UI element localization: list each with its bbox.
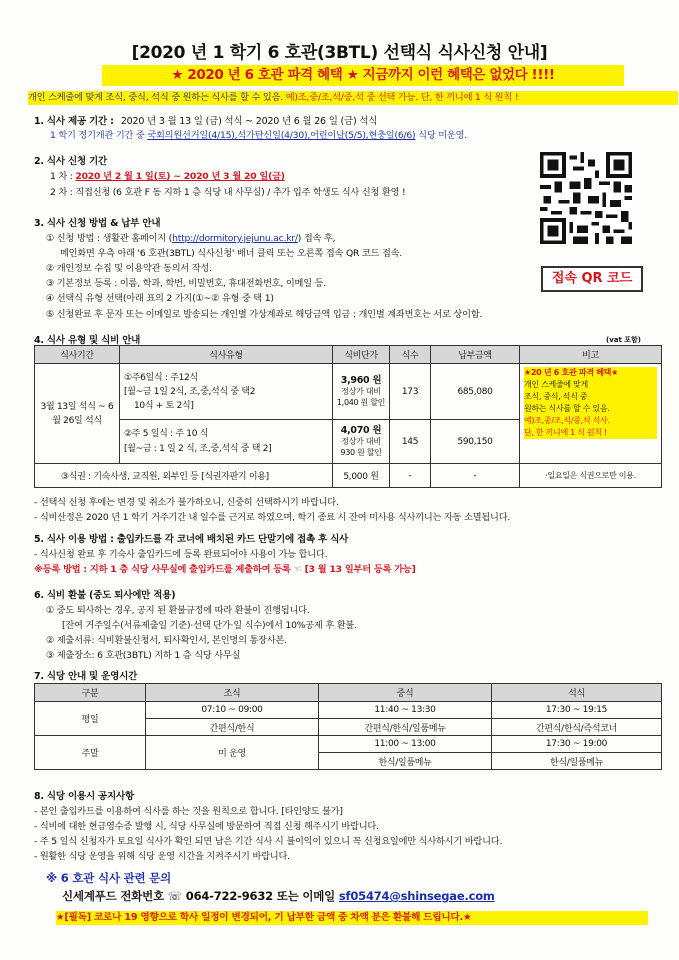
price-6day-amount: 3,960 원 [340,375,382,386]
refund-place: ③ 제출장소: 6 호관(3BTL) 지하 1 층 식당 사무실 [46,650,241,661]
rule-own-card: - 본인 출입카드를 이용하여 식사를 하는 것을 원칙으로 합니다. [타인양도 불가] [34,806,343,817]
contact-heading: ※ 6 호관 식사 관련 문의 [46,871,172,885]
hours-table [34,683,662,770]
meal-period: 3월 13일 석식 ~ 6월 26일 석식 [35,364,120,464]
weekend-breakfast: 미 운영 [146,736,319,770]
section-1-title: 1. 식사 제공 기간 : [34,116,114,127]
th-note: 비고 [520,346,662,364]
section-1-heading [34,113,377,127]
step-1-detail: 메인화면 우측 아래 '6 호관(3BTL) 식사신청' 배너 클릭 또는 오른쪽 접속 QR 코드 접속. [60,248,403,259]
price-5day-amount: 4,070 원 [340,425,382,436]
benefit-note-3: 조식, 중식, 석식 중 [524,391,657,403]
qr-code-label: 접속 QR 코드 [541,266,643,292]
type-6day-line3: 10식 + 토 2식] [134,400,194,411]
price-5day [333,420,390,464]
holiday-note [50,127,467,141]
contact-text: 신세계푸드 전화번호 ☏ 064-722-9632 또는 이메일 [62,889,339,903]
th-category: 구분 [35,684,146,702]
th-lunch: 중식 [319,684,492,702]
weekday-breakfast-time: 07:10 ~ 09:00 [146,702,319,719]
weekend-lunch-menu: 한식/일품메뉴 [319,753,492,770]
type-5day-line2: [월~금 : 1 일 2 식, 조,중,석식 중 택 2] [124,443,272,454]
price-5day-note1: 정상가 대비 [341,437,381,446]
price-6day-note2: 1,040 원 할인 [336,398,386,407]
rule-receipt: - 식비에 대한 현금영수증 발행 시, 식당 사무실에 방문하여 직접 신청 해주시기 바랍니다. [34,821,379,832]
section-5-title: 5. 식사 이용 방법 : 출입카드를 각 코너에 배치된 카드 단말기에 접촉 후 식사 [34,534,349,545]
benefit-note-5: 예)조,중/조,석/중,석 식사. [524,415,657,427]
round-1-label: 1 차 : [50,171,76,182]
benefit-note-1: ★20 년 6 호관 파격 혜택★ [524,367,657,379]
step-1-prefix: ① 신청 방법 : 생활관 홈페이지 ( [46,233,173,244]
section-4-title: 4. 식사 유형 및 식비 안내 [34,335,141,346]
refund-rule: ① 중도 퇴사하는 경우, 공지 된 환불규정에 따라 환불이 진행됩니다. [46,605,310,616]
contact-line [62,888,495,904]
weekday-lunch-time: 11:40 ~ 13:30 [319,702,492,719]
th-period: 식사기간 [35,346,120,364]
step-2: ② 개인정보 수집 및 이용약관 동의서 작성. [46,263,212,274]
notice-no-change: - 선택식 신청 후에는 변경 및 취소가 불가하오니, 신중히 선택하시기 바랍니다. [34,497,339,508]
weekday-breakfast-menu: 간편식/한식 [146,719,319,736]
notice-expiry: - 식비산정은 2020 년 1 학기 거주기간 내 일수를 근거로 하였으며, 학기 종료 시 잔여 미사용 식사끼니는 자동 소멸됩니다. [34,512,511,523]
ticket-note: ·일요일은 식권으로만 이용. [520,464,662,488]
th-price: 식비단가 [333,346,390,364]
type-5day-line1: ②주 5 일식 : 주 10 식 [124,428,209,439]
total-5day: 590,150 [431,420,520,464]
weekend-lunch-time: 11:00 ~ 13:00 [319,736,492,753]
count-ticket: - [390,464,431,488]
th-breakfast: 조식 [146,684,319,702]
type-5day [120,420,333,464]
weekend-dinner-menu: 한식/일품메뉴 [492,753,662,770]
type-6day-line1: ①주6일식 : 주12식 [124,372,198,383]
price-ticket: 5,000 원 [333,464,390,488]
benefit-note-6: 단, 한 끼니에 1 식 원칙 ! [524,427,657,439]
intro-example: 예)조,중/조,석/중,석 중 선택 가능. 단, 한 끼니에 1 식 원칙 ! [285,92,519,103]
price-5day-note2: 930 원 할인 [340,448,382,457]
intro-line [28,91,678,105]
promo-banner: ★ 2020 년 6 호관 파격 혜택 ★ 지금까지 이런 혜택은 없었다 !!!! [102,65,624,86]
benefit-note-4: 원하는 식사를 할 수 있음. [524,403,657,415]
step-1 [46,230,335,244]
type-6day [120,364,333,420]
intro-text: 개인 스케줄에 맞게 조식, 중식, 석식 중 원하는 식사를 할 수 있음. [28,92,286,103]
th-dinner: 석식 [492,684,662,702]
th-count: 식수 [390,346,431,364]
dormitory-link[interactable]: http://dormitory.jejunu.ac.kr/ [172,233,298,244]
weekday-label: 평일 [35,702,146,736]
section-3-title: 3. 식사 신청 방법 & 납부 안내 [34,218,161,229]
count-5day: 145 [390,420,431,464]
page-title: [2020 년 1 학기 6 호관(3BTL) 선택식 식사신청 안내] [131,43,548,63]
price-6day-note1: 정상가 대비 [341,387,381,396]
section-8-title: 8. 식당 이용시 공지사항 [34,791,134,802]
holiday-suffix: 식당 미운영. [415,130,467,141]
total-6day: 685,080 [431,364,520,420]
th-total: 납부금액 [431,346,520,364]
weekend-dinner-time: 17:30 ~ 19:00 [492,736,662,753]
rule-hours: - 원활한 식당 운영을 위해 식당 운영 시간을 지켜주시기 바랍니다. [34,851,290,862]
section-7-title: 7. 식당 안내 및 운영시간 [34,671,138,682]
total-ticket: - [431,464,520,488]
step-1-suffix: ) 접속 후, [297,233,336,244]
round-1 [50,168,285,182]
weekend-label: 주말 [35,736,146,770]
benefit-note [520,364,662,464]
contact-email[interactable]: sf05474@shinsegae.com [338,889,495,903]
benefit-note-2: 개인 스케줄에 맞게 [524,379,657,391]
qr-code-icon[interactable] [540,152,632,244]
holiday-list: 국회의원선거일(4/15),석가탄신일(4/30),어린이날(5/5),현충일(6/6) [147,130,416,141]
rule-5day-saturday: - 주 5 일식 신청자가 토요일 식사가 확인 되면 남은 기간 식사 시 불이익이 있으니 꼭 신청요일에만 식사하시기 바랍니다. [34,836,503,847]
weekday-lunch-menu: 간편식/한식/일품메뉴 [319,719,492,736]
price-6day [333,364,390,420]
type-6day-line2: [월~금 1일 2식, 조,중,석식 중 택2 [124,386,256,397]
holiday-prefix: 1 학기 정기개관 기간 중 [50,130,148,141]
th-type: 식사유형 [120,346,333,364]
weekday-dinner-menu: 간편식/한식/즉석코너 [492,719,662,736]
round-2: 2 차 : 직접신청 (6 호관 F 동 지하 1 층 식당 내 사무실) / 추가 입주 학생도 식사 신청 환영 ! [50,187,406,198]
step-5: ⑤ 신청완료 후 문자 또는 이메일로 발송되는 개인별 가상계좌로 해당금액 입금 : 개인별 계좌번호는 서로 상이함. [46,309,483,320]
section-6-title: 6. 식비 환불 (중도 퇴사에만 적용) [34,590,176,601]
card-register-note: - 식사신청 완료 후 기숙사 출입카드에 등록 완료되어야 사용이 가능 합니다. [34,549,328,560]
vat-note: (vat 포함) [606,336,641,344]
footer-notice: ★[필독] 코로나 19 영향으로 학사 일정이 변경되어, 기 납부한 금액 중 차액 분은 환불해 드립니다.★ [56,911,648,925]
step-3: ③ 기본정보 등록 : 이름, 학과, 학번, 비밀번호, 휴대전화번호, 이메일 등. [46,278,327,289]
refund-docs: ② 제출서류: 식비환불신청서, 퇴사확인서, 본인명의 통장사본. [46,635,287,646]
type-ticket: ③식권 : 기숙사생, 교직원, 외부인 등 [식권자판기 이용] [35,464,333,488]
weekday-dinner-time: 17:30 ~ 19:15 [492,702,662,719]
service-period: 2020 년 3 월 13 일 (금) 석식 ~ 2020 년 6 월 26 일 (금) 석식 [120,116,378,127]
round-1-period: 2020 년 2 월 1 일(토) ~ 2020 년 3 월 20 일(금) [75,171,285,182]
step-4: ④ 선택식 유형 선택(아래 표의 2 가지(①~② 유형 중 택 1) [46,293,274,304]
count-6day: 173 [390,364,431,420]
refund-calc: [잔여 거주일수(서류제출일 기준)·선택 단가·일 식수)에서 10%공제 후 환불. [62,620,357,631]
register-method: ※등록 방법 : 지하 1 층 식당 사무실에 출입카드를 제출하여 등록 ☜ [3 월 13 일부터 등록 가능] [34,564,416,575]
section-2-title: 2. 식사 신청 기간 [34,156,108,167]
meal-type-table [34,345,662,488]
